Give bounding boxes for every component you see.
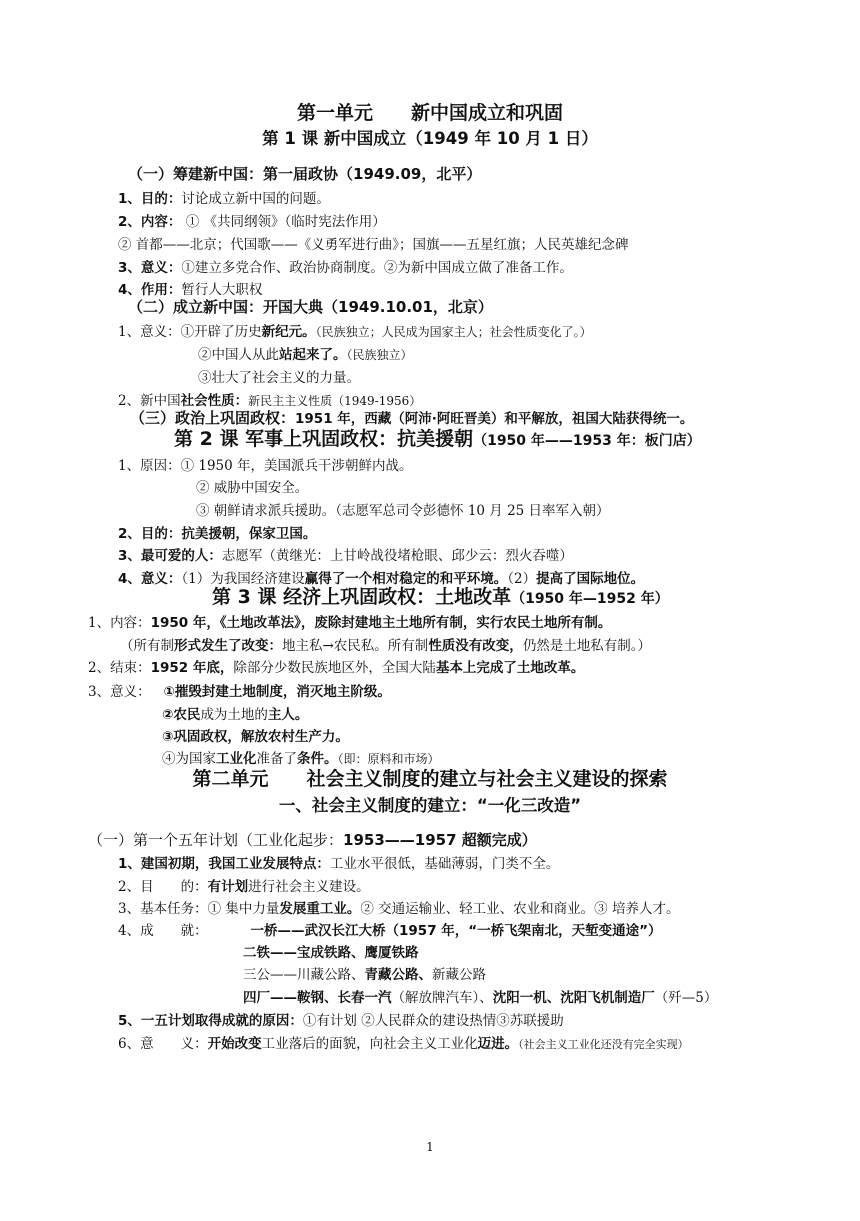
t: ②农民 [162, 707, 201, 723]
t: 1953——1957 超额完成） [343, 831, 537, 849]
t: 有计划 [207, 879, 249, 895]
t: 第 3 课 经济上巩固政权：土地改革 [212, 586, 512, 608]
l3-note [120, 637, 651, 655]
text: 讨论成立新中国的问题。 [181, 191, 330, 207]
plan-item-2 [118, 878, 370, 896]
t: （民族独立） [346, 348, 413, 362]
t: 4、成 就： [118, 923, 208, 939]
t: 1951 年，西藏（阿沛·阿旺晋美）和平解放，祖国大陆获得统一。 [295, 411, 694, 427]
t: （歼—5） [654, 990, 718, 1006]
plan-item-6 [118, 1035, 689, 1054]
t: 条件。 [297, 751, 338, 767]
t: 进行社会主义建设。 [248, 879, 370, 895]
t: 四厂——鞍钢、长春一汽 [243, 990, 392, 1006]
t: 3、最可爱的人： [118, 548, 222, 564]
t: 1、内容： [88, 615, 151, 631]
l3-content [88, 614, 611, 632]
s2-meaning-3: ③壮大了社会主义的力量。 [198, 370, 360, 386]
text: ① 《共同纲领》（临时宪法作用） [185, 214, 386, 230]
unit1-title: 第一单元 新中国成立和巩固 [296, 102, 563, 124]
plan-item-3 [118, 900, 679, 918]
plan-item-5 [118, 1012, 564, 1030]
t: （即：原料和市场） [337, 752, 440, 766]
t: 2、结束： [88, 660, 151, 676]
t: 青藏公路、 [364, 967, 432, 983]
l2-heroes [118, 547, 573, 565]
t: ①有计划 ②人民群众的建设热情③苏联援助 [302, 1013, 564, 1029]
text: 暂行人大职权 [181, 282, 263, 298]
t: 仍然是土地私有制。） [522, 638, 652, 654]
section-3-heading [130, 409, 693, 428]
t: 站起来了。 [279, 347, 347, 363]
t: 工业落后的面貌，向社会主义工业化 [261, 1036, 478, 1052]
l3-meaning-3: ③巩固政权，解放农村生产力。 [162, 729, 349, 745]
l3-meaning-2 [162, 706, 308, 724]
s1-item-4 [118, 281, 262, 299]
t: 新纪元。 [261, 324, 316, 340]
t: 准备了 [256, 751, 297, 767]
t: 开始改变 [207, 1036, 262, 1052]
t: 一桥——武汉长江大桥（1957 年，“一桥飞架南北，天堑变通途”） [250, 923, 662, 939]
t: 4、意义： [118, 571, 182, 587]
l2-purpose: 2、目的：抗美援朝，保家卫国。 [118, 526, 317, 542]
plan-item-4d [243, 989, 717, 1007]
t: （所有制 [120, 638, 174, 654]
t: 除部分少数民族地区外，全国大陆 [233, 660, 436, 676]
t: 工业化 [216, 751, 257, 767]
page-number: 1 [426, 1140, 434, 1154]
unit2-title: 第二单元 社会主义制度的建立与社会主义建设的探索 [192, 768, 668, 790]
section-2-heading: （二）成立新中国：开国大典（1949.10.01，北京） [128, 298, 493, 316]
t: 沈阳一机、沈阳飞机制造厂 [492, 990, 655, 1006]
t: （1）为我国经济建设 [181, 571, 305, 587]
plan-item-1 [118, 855, 559, 873]
l3-end [88, 659, 584, 677]
t: ② 交通运输业、轻工业、农业和商业。③ 培养人才。 [360, 901, 680, 917]
t: ① 集中力量 [207, 901, 280, 917]
t: 2、新中国 [118, 393, 181, 409]
t: 1、建国初期，我国工业发展特点： [118, 856, 330, 872]
label: 4、作用： [118, 282, 182, 298]
t: 新民主主义性质（1949-1956） [248, 394, 422, 408]
unit2-subtitle: 一、社会主义制度的建立：“一化三改造” [278, 796, 582, 815]
t: 3、基本任务： [118, 901, 208, 917]
t: ④为国家 [162, 751, 216, 767]
lesson2-title [174, 430, 701, 450]
t: 新藏公路 [432, 967, 486, 983]
s2-nature [118, 392, 421, 410]
t: 第 2 课 军事上巩固政权：抗美援朝 [174, 428, 474, 450]
t: 形式发生了改变： [174, 638, 282, 654]
t: 三公——川藏公路、 [243, 967, 365, 983]
t: 性质没有改变， [428, 638, 523, 654]
t: （2） [507, 571, 537, 587]
plan-item-4c [243, 966, 486, 984]
t: （解放牌汽车）、 [391, 990, 493, 1006]
t: （1950 年—1952 年） [511, 591, 669, 607]
plan-item-4 [118, 922, 662, 940]
t: 工业水平很低，基础薄弱，门类不全。 [329, 856, 560, 872]
t: （1950 年——1953 年：板门店） [473, 433, 701, 449]
s1-item-2 [118, 213, 386, 231]
t: 5、一五计划取得成就的原因： [118, 1013, 303, 1029]
section-1-heading: （一）筹建新中国：第一届政协（1949.09，北平） [128, 165, 482, 183]
t: （民族独立；人民成为国家主人；社会性质变化了。） [315, 325, 592, 339]
t: 地主私→农民私。所有制 [282, 638, 429, 654]
text: ①建立多党合作、政治协商制度。②为新中国成立做了准备工作。 [181, 260, 573, 276]
lesson3-title [212, 588, 669, 608]
t: 成为土地的 [200, 707, 268, 723]
label: 3、意义： [118, 260, 182, 276]
t: ②中国人从此 [198, 347, 279, 363]
s1-item-2b: ② 首都——北京；代国歌——《义勇军进行曲》；国旗——五星红旗；人民英雄纪念碑 [118, 237, 629, 253]
t: 1、意义：①开辟了历史 [118, 324, 262, 340]
lesson1-title: 第 1 课 新中国成立（1949 年 10 月 1 日） [262, 129, 598, 148]
l3-meaning-1 [88, 683, 391, 701]
t: 志愿军（黄继光：上甘岭战役堵枪眼、邱少云：烈火吞噬） [221, 548, 573, 564]
t: 基本上完成了土地改革。 [435, 660, 585, 676]
plan-heading [88, 831, 537, 849]
l2-reason-2: ② 威胁中国安全。 [196, 480, 309, 496]
s1-item-3 [118, 259, 573, 277]
t: 主人。 [267, 707, 309, 723]
t: ①摧毁封建土地制度，消灭地主阶级。 [163, 684, 391, 700]
l3-meaning-4 [162, 750, 440, 768]
t: 赢得了一个相对稳定的和平环境。 [304, 571, 508, 587]
t: 1952 年底， [150, 660, 234, 676]
l2-reason-3: ③ 朝鲜请求派兵援助。（志愿军总司令彭德怀 10 月 25 日率军入朝） [196, 503, 610, 519]
t: 迈进。 [477, 1036, 519, 1052]
t: （社会主义工业化还没有完全实现） [518, 1038, 689, 1051]
s2-meaning-2 [198, 346, 413, 364]
t: （一）第一个五年计划（工业化起步： [88, 831, 344, 849]
plan-item-4b: 二铁——宝成铁路、鹰厦铁路 [243, 945, 419, 961]
t: 社会性质： [180, 393, 249, 409]
t: 提高了国际地位。 [536, 571, 645, 587]
t: 发展重工业。 [279, 901, 361, 917]
l2-reason-1: 1、原因：① 1950 年，美国派兵干涉朝鲜内战。 [118, 458, 413, 474]
label: 2、内容： [118, 214, 182, 230]
t: 2、目 的： [118, 879, 208, 895]
t: （三）政治上巩固政权： [130, 409, 296, 427]
s1-item-1 [118, 190, 330, 208]
t: 6、意 义： [118, 1036, 208, 1052]
t: 3、意义： [88, 684, 151, 700]
s2-meaning-1 [118, 323, 592, 341]
label: 1、目的： [118, 191, 182, 207]
t: 1950 年，《土地改革法》，废除封建地主土地所有制，实行农民土地所有制。 [150, 615, 612, 631]
